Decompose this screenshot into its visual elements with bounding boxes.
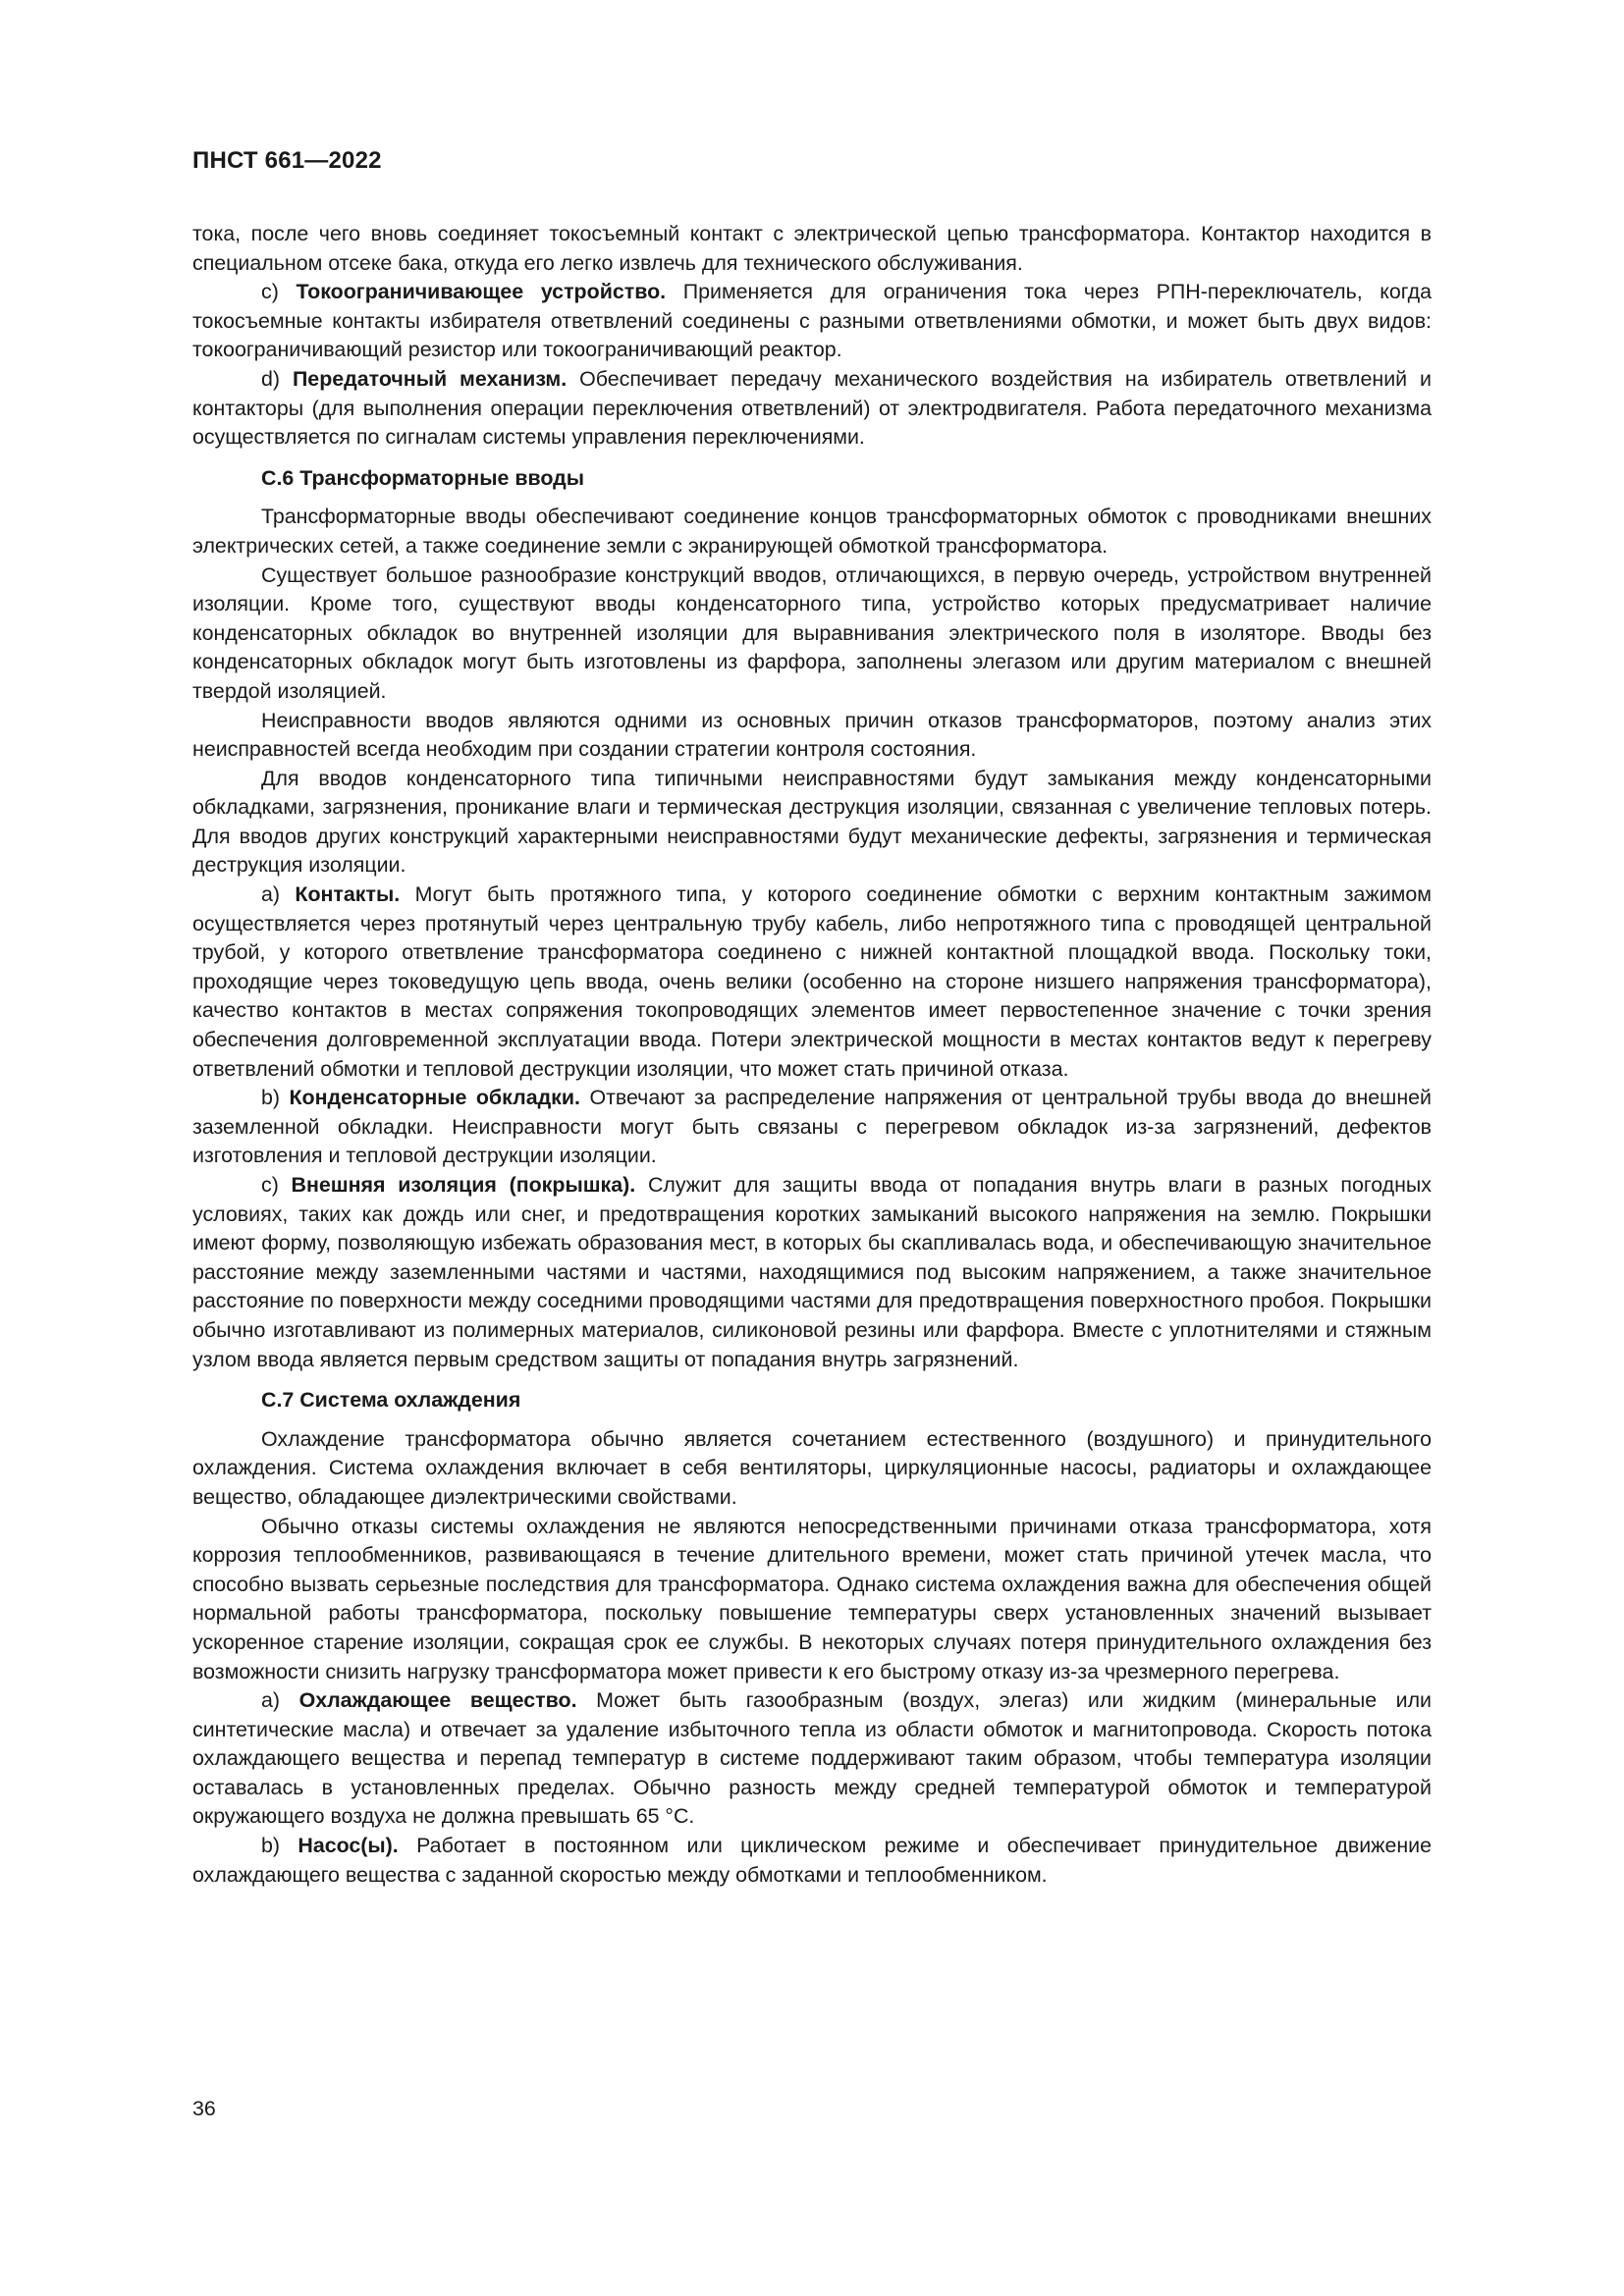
list-label: a)	[261, 1688, 281, 1713]
term-text: Служит для защиты ввода от попадания внутрь влаги в разных погодных условиях, таких как дождь или снег, и предотвращения коротких замыканий высокого напряжения на землю. Покрышки имеют форму, позволяющую избежать образования мест, в которых бы скапливалась вода, и обеспечивающую значительное расстояние между заземленными частями и частями, находящимися под высоким напряжением, а также значительное расстояние по поверхности между соседними проводящими частями для предотвращения поверхностного пробоя. Покрышки обычно изготавливают из полимерных материалов, силиконовой резины или фарфора. Вместе с уплотнителями и стяжным узлом ввода является первым средством защиты от попадания внутрь загрязнений.	[192, 1173, 1432, 1371]
list-label: b)	[261, 1086, 281, 1110]
list-item-c	[192, 1171, 1432, 1374]
term: Токоограничивающее устройство.	[296, 280, 667, 304]
paragraph: Обычно отказы системы охлаждения не являются непосредственными причинами отказа трансформатора, хотя коррозия теплообменников, развивающаяся в течение длительного времени, может стать причиной утечек масла, что способно вызвать серьезные последствия для трансформатора. Однако система охлаждения важна для обеспечения общей нормальной работы трансформатора, поскольку повышение температуры сверх установленных значений вызывает ускоренное старение изоляции, сокращая срок ее службы. В некоторых случаях потеря принудительного охлаждения без возможности снизить нагрузку трансформатора может привести к его быстрому отказу из-за чрезмерного перегрева.	[192, 1514, 1432, 1683]
paragraph: тока, после чего вновь соединяет токосъемный контакт с электрической цепью трансформатора. Контактор находится в специальном отсеке бака, откуда его легко извлечь для технического обслуживания.	[192, 222, 1432, 275]
page-body	[192, 220, 1432, 1890]
page-number: 36	[192, 2097, 216, 2120]
term-text: Могут быть протяжного типа, у которого соединение обмотки с верхним контактным зажимом осуществляется через протянутый через центральную трубу кабель, либо непротяжного типа с проводящей центральной трубой, у которого ответвление трансформатора соединено с нижней контактной площадкой ввода. Поскольку токи, проходящие через токоведущую цепь ввода, очень велики (особенно на стороне низшего напряжения трансформатора), качество контактов в местах сопряжения токопроводящих элементов имеет первостепенное значение с точки зрения обеспечения долговременной эксплуатации ввода. Потери электрической мощности в местах контактов ведут к перегреву ответвлений обмотки и тепловой деструкции изоляции, что может стать причиной отказа.	[192, 882, 1432, 1081]
list-item-c	[192, 278, 1432, 365]
term-text: Обеспечивает передачу механического воздействия на избиратель ответвлений и контакторы (для выполнения операции переключения ответвлений) от электродвигателя. Работа передаточного механизма осуществляется по сигналам системы управления переключениями.	[192, 366, 1432, 450]
document-header: ПНСТ 661—2022	[192, 147, 382, 174]
term: Внешняя изоляция (покрышка).	[291, 1173, 636, 1197]
paragraph: Охлаждение трансформатора обычно является сочетанием естественного (воздушного) и принудительного охлаждения. Система охлаждения включает в себя вентиляторы, циркуляционные насосы, радиаторы и охлаждающее вещество, обладающее диэлектрическими свойствами.	[192, 1426, 1432, 1509]
term: Контакты.	[295, 882, 401, 907]
paragraph: Неисправности вводов являются одними из основных причин отказов трансформаторов, поэтому анализ этих неисправностей всегда необходим при создании стратегии контроля состояния.	[192, 708, 1432, 762]
list-label: d)	[261, 366, 281, 391]
term: Насос(ы).	[298, 1834, 399, 1858]
term-text: Может быть газообразным (воздух, элегаз) или жидким (минеральные или синтетические масла) и отвечает за удаление избыточного тепла из области обмоток и магнитопровода. Скорость потока охлаждающего вещества и перепад температур в системе поддерживают таким образом, чтобы температура изоляции оставалась в установленных пределах. Обычно разность между средней температурой обмоток и температурой окружающего воздуха не должна превышать 65 °С.	[192, 1688, 1432, 1829]
list-item-b	[192, 1832, 1432, 1890]
list-item-a	[192, 1686, 1432, 1832]
term: Охлаждающее вещество.	[298, 1688, 577, 1713]
paragraph: Существует большое разнообразие конструкций вводов, отличающихся, в первую очередь, устройством внутренней изоляции. Кроме того, существуют вводы конденсаторного типа, устройство которых предусматривает наличие конденсаторных обкладок во внутренней изоляции для выравнивания электрического поля в изоляторе. Вводы без конденсаторных обкладок могут быть изготовлены из фарфора, заполнены элегазом или другим материалом с внешней твердой изоляцией.	[192, 562, 1432, 703]
term: Передаточный механизм.	[292, 366, 568, 391]
list-label: a)	[261, 882, 281, 907]
list-item-d	[192, 365, 1432, 453]
list-label: c)	[261, 1173, 279, 1197]
term-text: Отвечают за распределение напряжения от центральной трубы ввода до внешней заземленной обкладки. Неисправности могут быть связаны с перегревом обкладок из-за загрязнений, дефектов изготовления и тепловой деструкции изоляции.	[192, 1086, 1432, 1168]
term-text: Применяется для ограничения тока через РПН-переключатель, когда токосъемные контакты избирателя ответвлений соединены с разными ответвлениями обмотки, и может быть двух видов: токоограничивающий резистор или токоограничивающий реактор.	[192, 280, 1433, 362]
section-heading-c6: С.6 Трансформаторные вводы	[261, 465, 584, 490]
term: Конденсаторные обкладки.	[289, 1086, 580, 1110]
list-item-b	[192, 1084, 1432, 1171]
list-label: b)	[261, 1834, 281, 1858]
paragraph: Для вводов конденсаторного типа типичными неисправностями будут замыкания между конденсаторными обкладками, загрязнения, проникание влаги и термическая деструкция изоляции, связанная с увеличение тепловых потерь. Для вводов других конструкций характерными неисправностями будут механические дефекты, загрязнения и термическая деструкция изоляции.	[192, 766, 1432, 878]
paragraph: Трансформаторные вводы обеспечивают соединение концов трансформаторных обмоток с проводниками внешних электрических сетей, а также соединение земли с экранирующей обмоткой трансформатора.	[192, 505, 1432, 558]
list-item-a	[192, 881, 1432, 1084]
list-label: c)	[261, 280, 279, 304]
section-heading-c7: С.7 Система охлаждения	[261, 1388, 521, 1413]
term-text: Работает в постоянном или циклическом режиме и обеспечивает принудительное движение охлаждающего вещества с заданной скоростью между обмотками и теплообменником.	[192, 1834, 1433, 1887]
